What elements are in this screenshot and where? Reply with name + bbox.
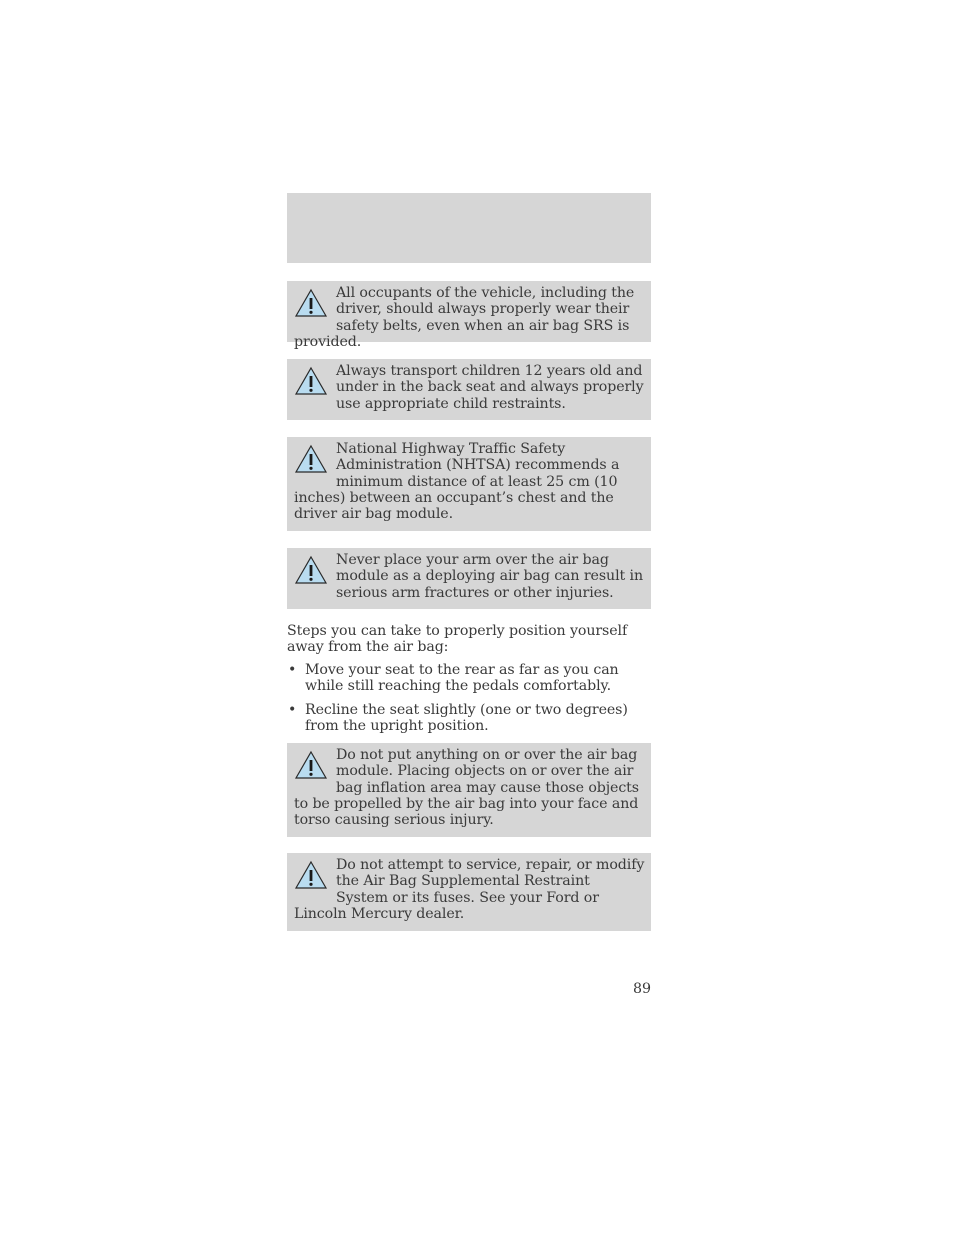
bullet-glyph: •	[288, 701, 297, 718]
warning-box-2	[287, 359, 651, 420]
page-number: 89	[632, 981, 651, 997]
warning-triangle-icon	[294, 444, 328, 474]
warning-text: Do not attempt to service, repair, or modify the Air Bag Supplemental Restraint System or its fuses. See your Ford or Lincoln Mercury dealer.	[294, 857, 645, 922]
warning-text: Always transport children 12 years old and under in the back seat and always properly use appropriate child restraints.	[336, 363, 644, 412]
warning-text: Do not put anything on or over the air bag module. Placing objects on or over the air bag inflation area may cause those objects to be propelled by the air bag into your face and torso causing serious injury.	[294, 747, 639, 829]
intro-paragraph	[287, 623, 651, 656]
intro-text: Steps you can take to properly position yourself away from the air bag:	[287, 623, 628, 656]
warning-triangle-icon	[294, 750, 328, 780]
list-item	[287, 662, 651, 695]
list-item-text: Recline the seat slightly (one or two degrees) from the upright position.	[305, 701, 628, 734]
warning-text: All occupants of the vehicle, including the driver, should always properly wear their safety belts, even when an air bag SRS is provided.	[294, 285, 635, 350]
warning-box-6	[287, 853, 651, 931]
warning-triangle-icon	[294, 288, 328, 318]
positioning-steps-list	[287, 662, 651, 741]
warning-box-3	[287, 437, 651, 531]
list-item-text: Move your seat to the rear as far as you can while still reaching the pedals comfortably.	[305, 662, 619, 695]
warning-box-4	[287, 548, 651, 609]
warning-box-1	[287, 281, 651, 350]
warning-text: Never place your arm over the air bag module as a deploying air bag can result in serious arm fractures or other injuries.	[336, 552, 643, 601]
warning-triangle-icon	[294, 366, 328, 396]
warning-triangle-icon	[294, 555, 328, 585]
warning-text: National Highway Traffic Safety Administration (NHTSA) recommends a minimum distance of at least 25 cm (10 inches) between an occupant’s chest and the driver air bag module.	[294, 441, 620, 523]
warning-box-5	[287, 743, 651, 837]
warning-triangle-icon	[294, 860, 328, 890]
list-item	[287, 702, 651, 735]
bullet-glyph: •	[288, 662, 297, 678]
header-band	[287, 193, 651, 263]
